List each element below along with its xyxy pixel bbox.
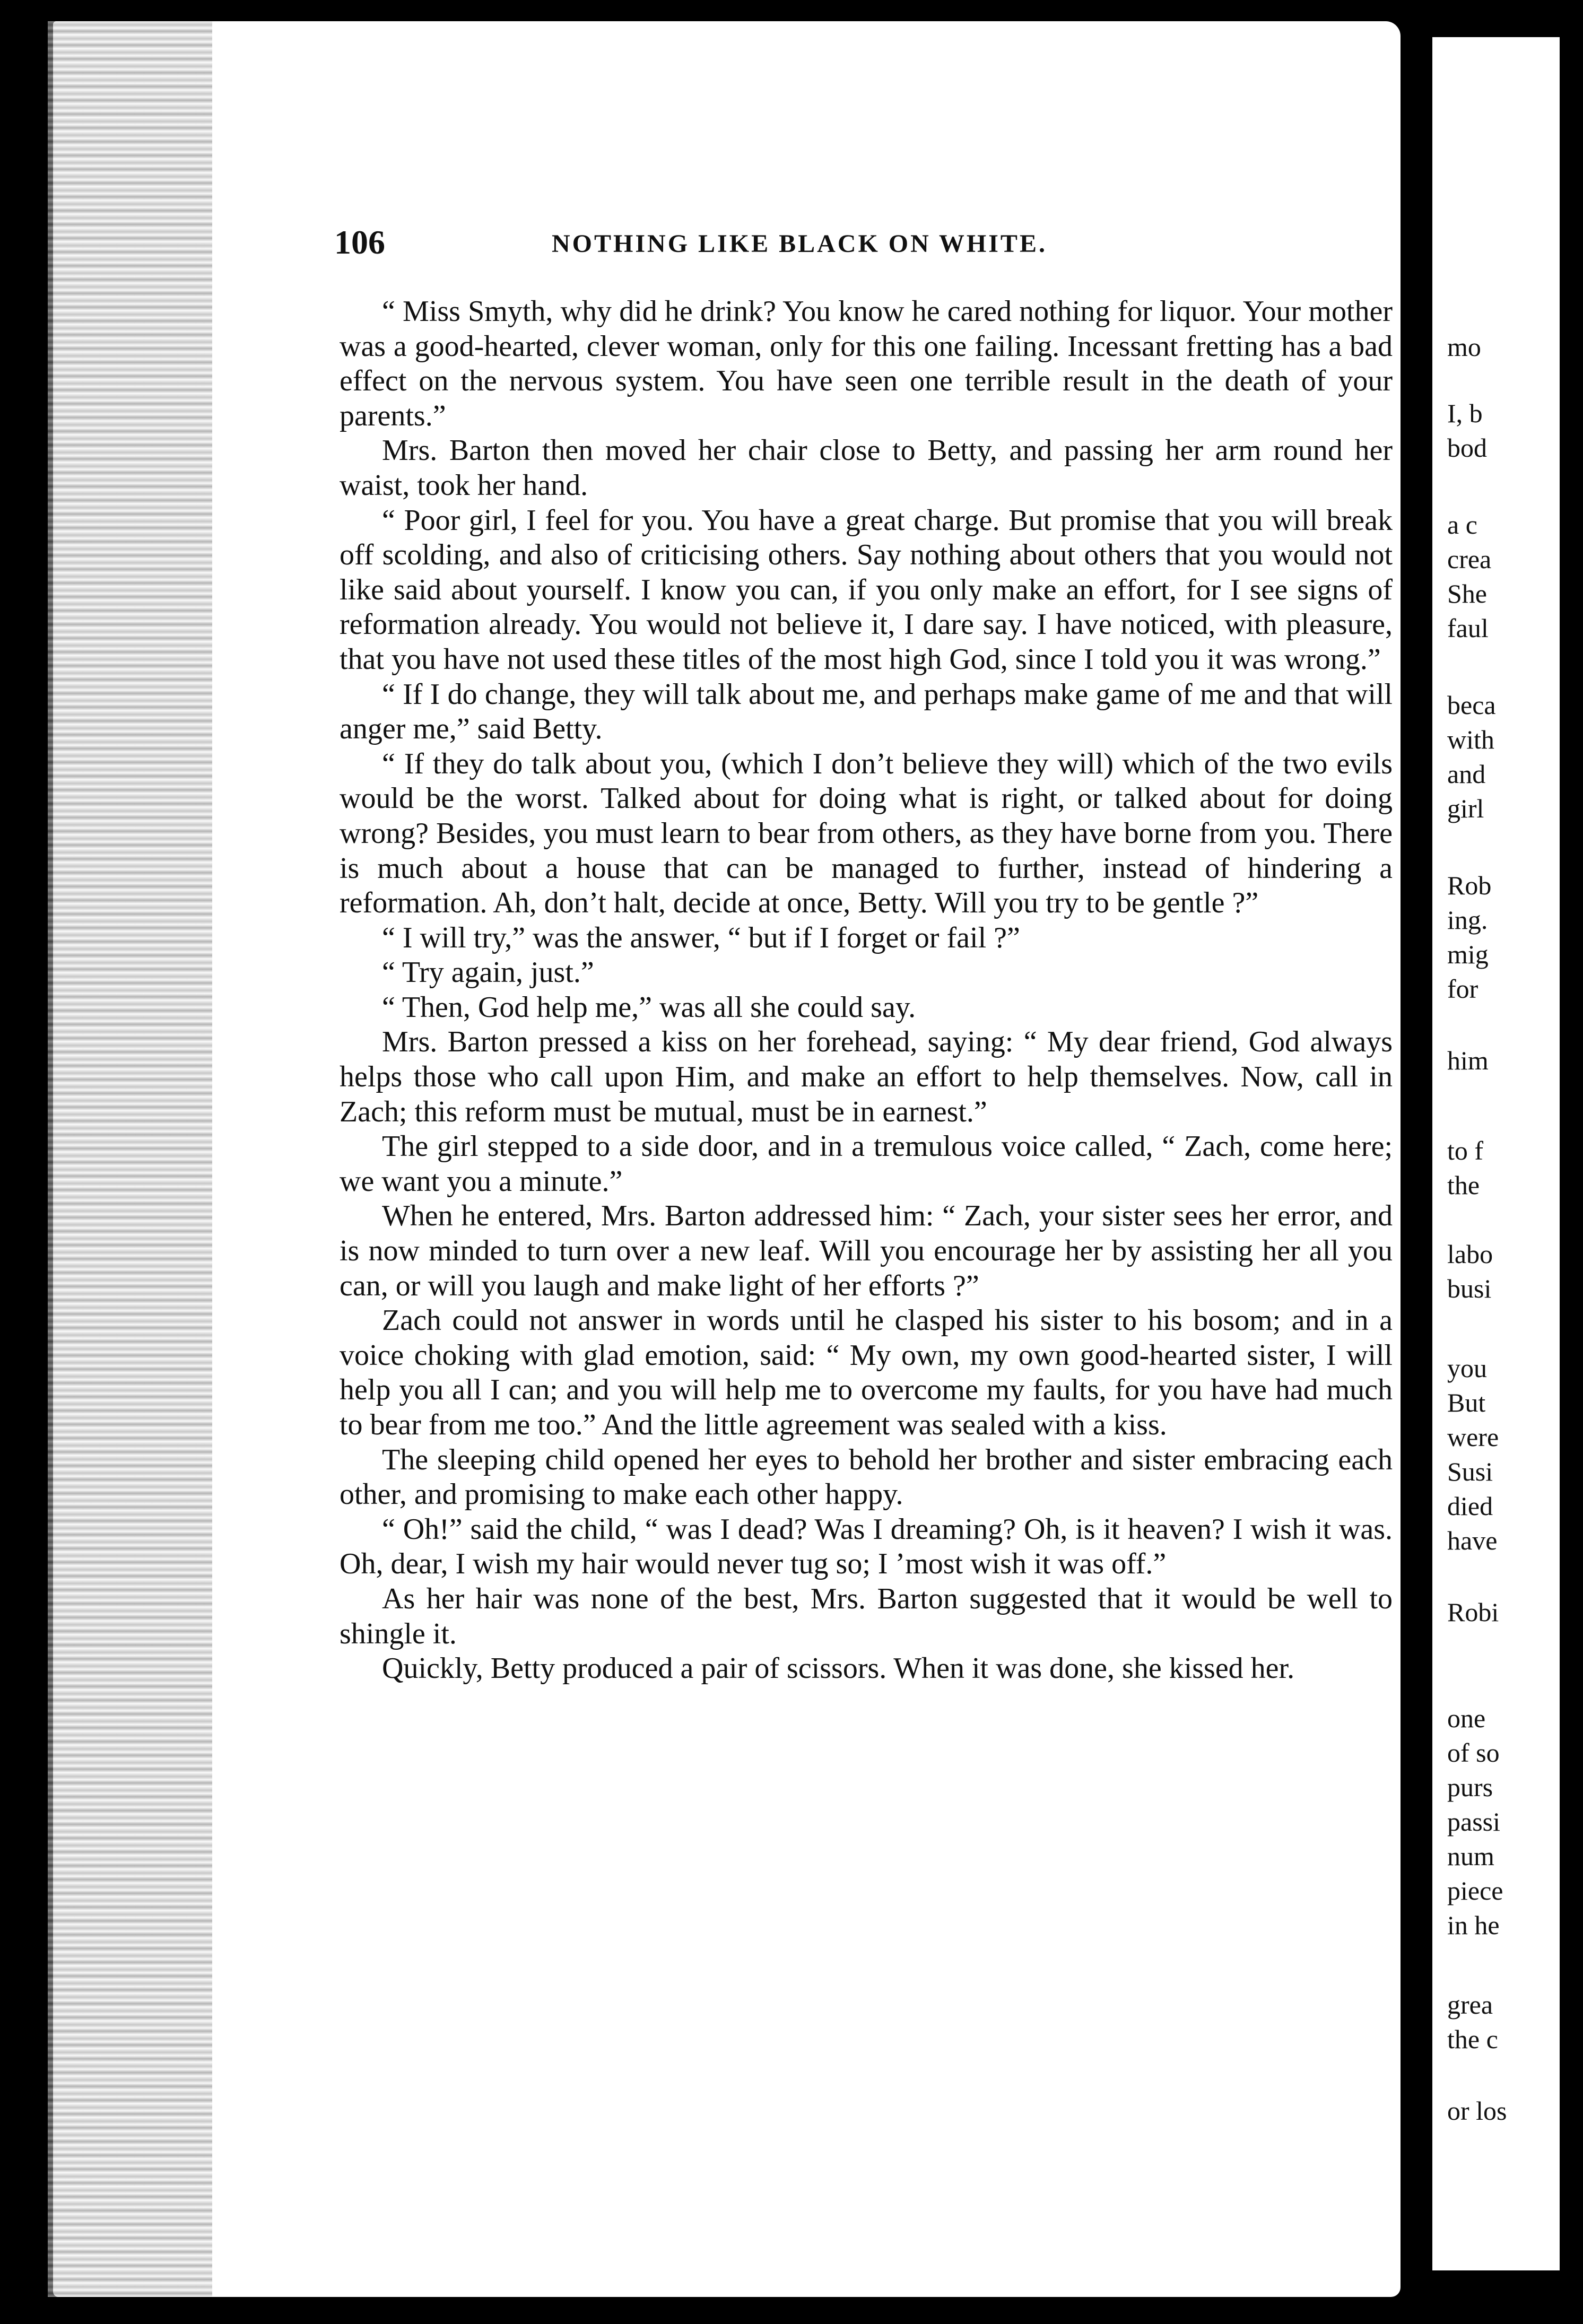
facing-page-fragment: I, b (1447, 398, 1483, 428)
paragraph: “ Then, God help me,” was all she could say. (382, 990, 916, 1024)
page-body (340, 294, 1393, 1686)
facing-page-fragment: mo (1447, 332, 1481, 362)
facing-page-fragment: But (1447, 1388, 1486, 1417)
facing-page-fragment: piece (1447, 1876, 1503, 1905)
facing-page-fragment: Susi (1447, 1457, 1493, 1486)
page-number: 106 (334, 223, 385, 261)
paragraph: “ Oh!” said the child, “ was I dead? Was I dreaming? Oh, is it heaven? I wish it was. Oh, dear, I wish my hair would never tug so; I ’most wish it was off.” (340, 1512, 1393, 1581)
page-header (334, 223, 1385, 271)
paragraph: Mrs. Barton then moved her chair close to Betty, and passing her arm round her waist, took her hand. (340, 434, 1393, 502)
facing-page-fragment: to f (1447, 1136, 1484, 1165)
facing-page-fragment: busi (1447, 1274, 1492, 1303)
facing-page-fragment: She (1447, 579, 1487, 608)
facing-page-fragment: one (1447, 1703, 1486, 1733)
paragraph: “ I will try,” was the answer, “ but if I forget or fail ?” (382, 921, 1020, 954)
facing-page-fragment: grea (1447, 1990, 1493, 2020)
paragraph: Mrs. Barton pressed a kiss on her forehead, saying: “ My dear friend, God always helps those who call upon Him, and make an effort to help themselves. Now, call in Zach; this reform must be mutual, must be in earnest.” (340, 1025, 1393, 1128)
facing-page-fragment: and (1447, 759, 1486, 789)
paragraph: “ Try again, just.” (382, 956, 594, 989)
facing-page-fragment: of so (1447, 1738, 1500, 1768)
facing-page-fragment: him (1447, 1046, 1489, 1075)
facing-page-fragment: died (1447, 1491, 1493, 1521)
facing-page-fragment: Rob (1447, 871, 1492, 900)
running-title: NOTHING LIKE BLACK ON WHITE. (552, 230, 1047, 258)
facing-page-fragment: in he (1447, 1910, 1500, 1940)
facing-page-fragment: passi (1447, 1807, 1500, 1836)
facing-page-fragment: for (1447, 974, 1478, 1004)
facing-page-fragment: Robi (1447, 1597, 1499, 1627)
facing-page-fragment: with (1447, 725, 1494, 754)
paragraph: “ If they do talk about you, (which I don’t believe they will) which of the two evils would be the worst. Talked about for doing what is right, or talked about for doing wrong? Besides, you must learn to bear from others, as they have borne from you. There is much about a house that can be managed to further, instead of hindering a reformation. Ah, don’t halt, decide at once, Betty. Will you try to be gentle ?” (340, 747, 1393, 920)
facing-page-fragment: beca (1447, 690, 1496, 720)
facing-page-fragment: have (1447, 1526, 1498, 1555)
facing-page-fragment: mig (1447, 939, 1489, 969)
facing-page-strip (1432, 37, 1560, 2270)
facing-page-fragment: or los (1447, 2096, 1507, 2126)
paragraph: “ Poor girl, I feel for you. You have a great charge. But promise that you will break off scolding, and also of criticising others. Say nothing about others that you would not like said about yourself. I know you can, if you only make an effort, for I see signs of reformation already. You would not believe it, I dare say. I have noticed, with pleasure, that you have not used these titles of the most high God, since I told you it was wrong.” (340, 503, 1393, 676)
facing-page-fragment: you (1447, 1353, 1487, 1383)
facing-page-fragment: the (1447, 1170, 1480, 1200)
facing-page-fragment: a c (1447, 510, 1477, 539)
facing-page-fragment: girl (1447, 794, 1484, 823)
paragraph: Zach could not answer in words until he clasped his sister to his bosom; and in a voice choking with glad emotion, said: “ My own, my own good-hearted sister, I will help you all I can; and you will help me to overcome my faults, for you have had much to bear from me too.” And the little agreement was sealed with a kiss. (340, 1304, 1393, 1441)
facing-page-fragment: num (1447, 1841, 1494, 1871)
facing-page-fragment: purs (1447, 1772, 1493, 1802)
paragraph: The sleeping child opened her eyes to behold her brother and sister embracing each other, and promising to make each other happy. (340, 1443, 1393, 1511)
paragraph: As her hair was none of the best, Mrs. Barton suggested that it would be well to shingle it. (340, 1582, 1393, 1650)
facing-page-fragment: faul (1447, 613, 1489, 643)
page-spine-shadow (48, 21, 212, 2297)
facing-page-fragment: the c (1447, 2024, 1498, 2054)
facing-page-fragment: were (1447, 1422, 1499, 1452)
facing-page-fragment: ing. (1447, 905, 1488, 935)
paragraph: “ If I do change, they will talk about me, and perhaps make game of me and that will anger me,” said Betty. (340, 677, 1393, 746)
paragraph: “ Miss Smyth, why did he drink? You know he cared nothing for liquor. Your mother was a good-hearted, clever woman, only for this one failing. Incessant fretting has a bad effect on the nervous system. You have seen one terrible result in the death of your parents.” (340, 295, 1393, 432)
paragraph: Quickly, Betty produced a pair of scissors. When it was done, she kissed her. (382, 1652, 1295, 1685)
facing-page-fragment: labo (1447, 1239, 1493, 1269)
paragraph: The girl stepped to a side door, and in a tremulous voice called, “ Zach, come here; we want you a minute.” (340, 1130, 1393, 1198)
facing-page-fragment: bod (1447, 433, 1487, 463)
facing-page-fragment: crea (1447, 544, 1492, 574)
paragraph: When he entered, Mrs. Barton addressed him: “ Zach, your sister sees her error, and is now minded to turn over a new leaf. Will you encourage her by assisting her all you can, or will you laugh and make light of her efforts ?” (340, 1199, 1393, 1302)
